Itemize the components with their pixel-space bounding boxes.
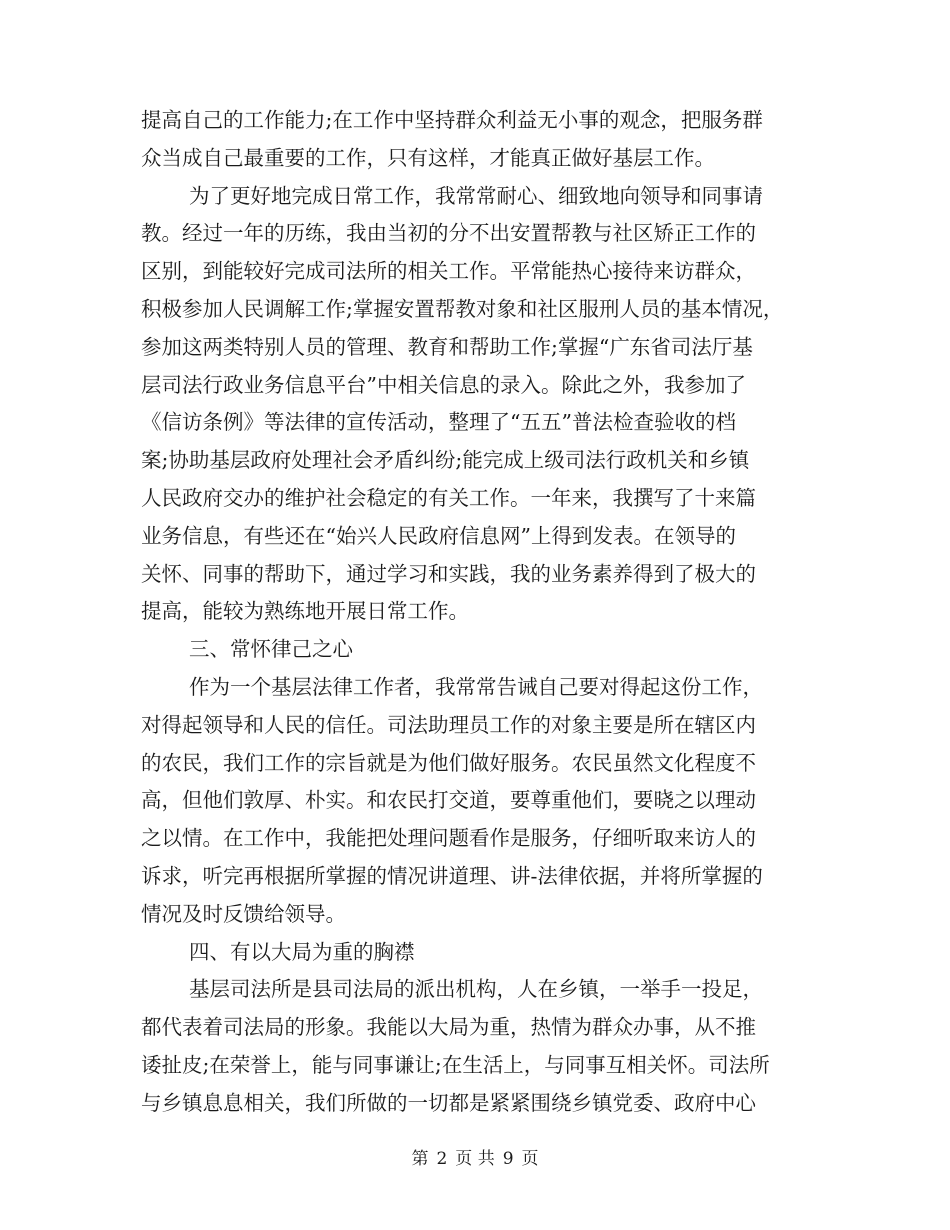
text-line-6: 积极参加人民调解工作;掌握安置帮教对象和社区服刑人员的基本情况， <box>141 296 784 321</box>
footer-suffix: 页 <box>521 1149 539 1169</box>
text-line-27: 与乡镇息息相关，我们所做的一切都是紧紧围绕乡镇党委、政府中心 <box>141 1090 756 1115</box>
text-line-20: 之以情。在工作中，我能把处理问题看作是服务，仔细听取来访人的 <box>141 826 756 851</box>
text-line-9: 《信访条例》等法律的宣传活动，整理了“五五”普法检查验收的档 <box>141 410 736 435</box>
text-line-7: 参加这两类特别人员的管理、教育和帮助工作;掌握“广东省司法厅基 <box>141 334 753 359</box>
footer-total-pages: 9 <box>502 1149 514 1169</box>
section-heading-4: 四、有以大局为重的胸襟 <box>189 939 415 964</box>
text-line-25: 都代表着司法局的形象。我能以大局为重，热情为群众办事，从不推 <box>141 1015 756 1040</box>
text-line-18: 的农民，我们工作的宗旨就是为他们做好服务。农民虽然文化程度不 <box>141 750 756 775</box>
text-line-24: 基层司法所是县司法局的派出机构，人在乡镇，一举手一投足， <box>189 977 763 1002</box>
text-line-22: 情况及时反馈给领导。 <box>141 901 346 926</box>
footer-page-number: 2 <box>436 1149 448 1169</box>
text-line-10: 案;协助基层政府处理社会矛盾纠纷;能完成上级司法行政机关和乡镇 <box>141 448 750 473</box>
text-line-16: 作为一个基层法律工作者，我常常告诫自己要对得起这份工作， <box>189 674 763 699</box>
text-line-11: 人民政府交办的维护社会稳定的有关工作。一年来，我撰写了十来篇 <box>141 485 756 510</box>
text-line-4: 教。经过一年的历练，我由当初的分不出安置帮教与社区矫正工作的 <box>141 221 756 246</box>
text-line-3: 为了更好地完成日常工作，我常常耐心、细致地向领导和同事请 <box>189 183 763 208</box>
text-line-19: 高，但他们敦厚、朴实。和农民打交道，要尊重他们，要晓之以理动 <box>141 788 756 813</box>
text-line-26: 诿扯皮;在荣誉上，能与同事谦让;在生活上，与同事互相关怀。司法所 <box>141 1052 770 1077</box>
text-line-12: 业务信息，有些还在“始兴人民政府信息网”上得到发表。在领导的 <box>141 523 736 548</box>
text-line-14: 提高，能较为熟练地开展日常工作。 <box>141 599 469 624</box>
footer-prefix: 第 <box>411 1149 429 1169</box>
footer-middle: 页 共 <box>455 1149 495 1169</box>
text-line-13: 关怀、同事的帮助下，通过学习和实践，我的业务素养得到了极大的 <box>141 561 756 586</box>
text-line-2: 众当成自己最重要的工作，只有这样，才能真正做好基层工作。 <box>141 145 715 170</box>
text-line-17: 对得起领导和人民的信任。司法助理员工作的对象主要是所在辖区内 <box>141 712 756 737</box>
document-body <box>141 102 813 1123</box>
text-line-1: 提高自己的工作能力;在工作中坚持群众利益无小事的观念，把服务群 <box>141 108 763 132</box>
text-line-21: 诉求，听完再根据所掌握的情况讲道理、讲-法律依据，并将所掌握的 <box>141 863 763 888</box>
text-line-8: 层司法行政业务信息平台”中相关信息的录入。除此之外，我参加了 <box>141 372 746 397</box>
page-footer <box>0 1147 950 1171</box>
section-heading-3: 三、常怀律己之心 <box>189 637 353 662</box>
text-line-5: 区别，到能较好完成司法所的相关工作。平常能热心接待来访群众， <box>141 259 756 284</box>
